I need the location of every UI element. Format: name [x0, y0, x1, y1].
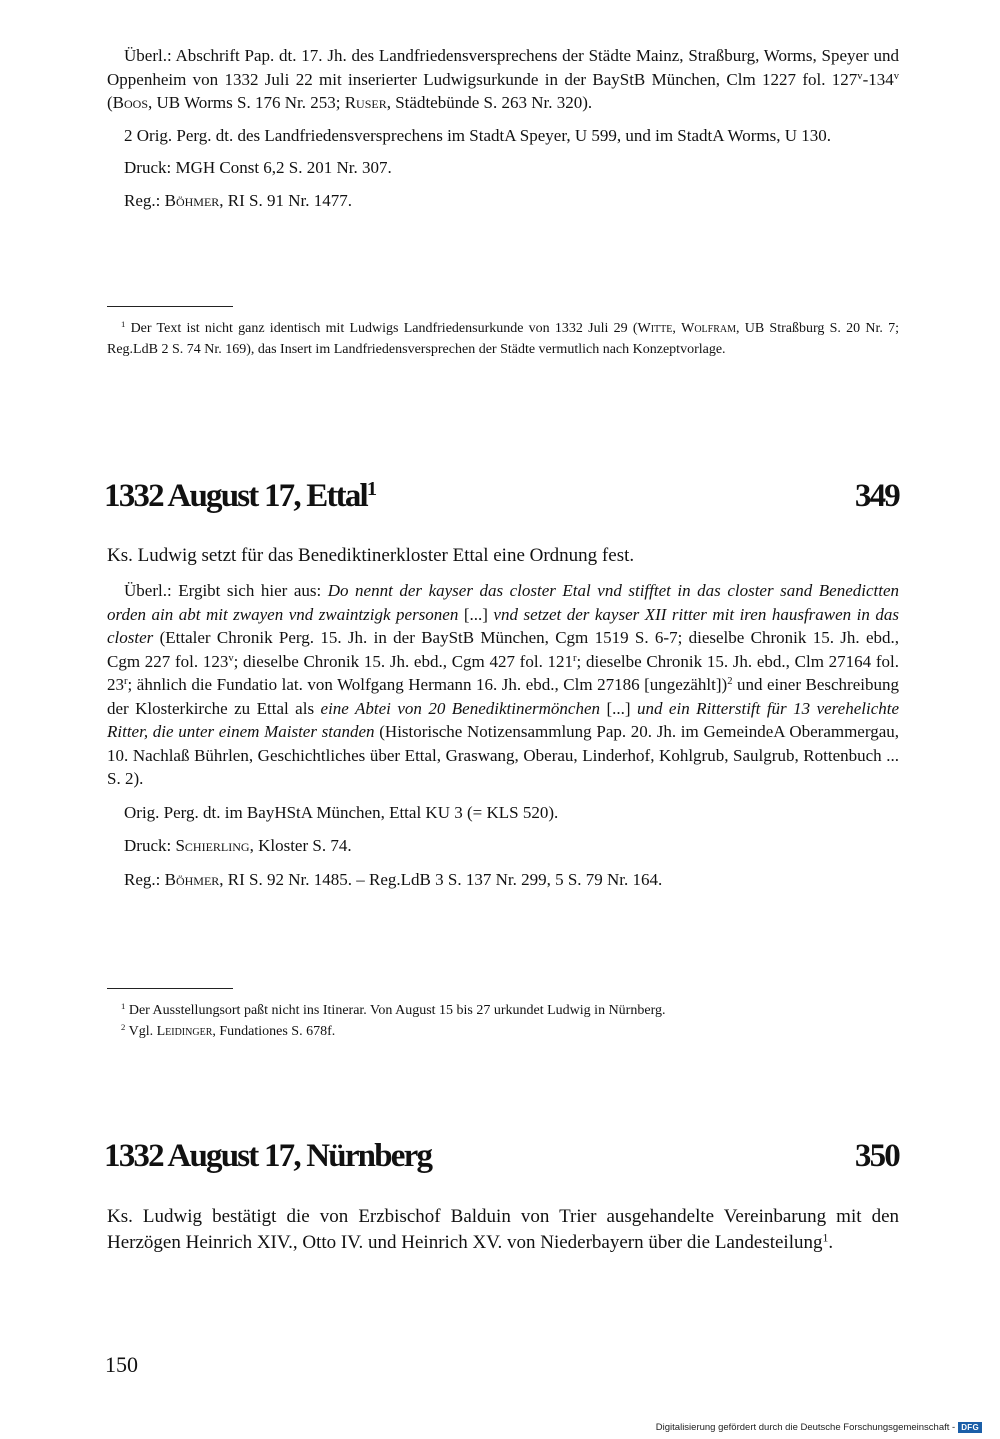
footnote-rule [107, 988, 233, 989]
funding-footer [656, 1422, 982, 1433]
footnote-2: $^2$ Vgl. Leidinger, Fundationes S. 678f. [121, 1022, 336, 1039]
footnote-1: $^1$ Der Text ist nicht ganz identisch mit Ludwigs Landfriedensurkunde von 1332 Juli 29 (Witte, Wolfram, UB Straßburg S. 20 Nr. 7; Reg.LdB 2 S. 74 Nr. 169), das Insert im Landfriedensversprechen der Städte vermutlich nach Konzeptvorlage. [107, 319, 899, 357]
footnote-rule [107, 306, 233, 307]
entry-number: 349 [854, 478, 899, 514]
entry-number: 350 [854, 1138, 899, 1174]
reg-line: Reg.: Böhmer, RI S. 92 Nr. 1485. – Reg.LdB 3 S. 137 Nr. 299, 5 S. 79 Nr. 164. [124, 869, 663, 889]
entry-summary: Ks. Ludwig setzt für das Benediktinerkloster Ettal eine Ordnung fest. [107, 545, 635, 566]
uberl-paragraph: Überl.: Ergibt sich hier aus: Do nennt der kayser das closter Etal vnd stifftet in das closter sand Benedictten orden ain abt mit zwayen vnd zwaintzigk personen [...] vnd setzet der kayser XII ritter mit iren hausfrawen in das closter (Ettaler Chronik Perg. 15. Jh. in der BayStB München, Cgm 1519 S. 6-7; dieselbe Chronik 15. Jh. ebd., Cgm 227 fol. 123$^v$; dieselbe Chronik 15. Jh. ebd., Cgm 427 fol. 121$^r$; dieselbe Chronik 15. Jh. ebd., Clm 27164 fol. 23$^r$; ähnlich die Fundatio lat. von Wolfgang Hermann 16. Jh. ebd., Clm 27186 [ungezählt])$^2$ und einer Beschreibung der Klosterkirche zu Ettal als eine Abtei von 20 Benediktinermönchen [...] und ein Ritterstift für 13 verehelichte Ritter, die unter einem Maister standen (Historische Notizensammlung Pap. 20. Jh. im GemeindeA Oberammergau, 10. Nachlaß Bührlen, Geschichtliches über Ettal, Graswang, Oberau, Linderhof, Kohlgrub, Saulgrub, Rottenbuch ... S. 2). [107, 581, 900, 788]
entry-350-heading [104, 1138, 899, 1175]
dfg-logo: DFG [958, 1422, 982, 1433]
footnotes-349 [107, 1000, 899, 1042]
entry-summary: Ks. Ludwig bestätigt die von Erzbischof Balduin von Trier ausgehandelte Vereinbarung mit den Herzögen Heinrich XIV., Otto IV. und Heinrich XV. von Niederbayern über die Landesteilung$^1$. [107, 1206, 899, 1253]
orig-line: Orig. Perg. dt. im BayHStA München, Ettal KU 3 (= KLS 520). [124, 802, 559, 822]
previous-entry-tail [107, 44, 899, 212]
druck-line: Druck: MGH Const 6,2 S. 201 Nr. 307. [124, 158, 392, 177]
entry-349-heading [104, 478, 899, 515]
entry-350-body [107, 1204, 899, 1256]
entry-349-body [107, 543, 899, 891]
entry-title: 1332 August 17, Nürnberg [104, 1138, 432, 1174]
footnote-1: $^1$ Der Ausstellungsort paßt nicht ins Itinerar. Von August 15 bis 27 urkundet Ludwig in Nürnberg. [121, 1001, 666, 1018]
entry-title: 1332 August 17, Ettal$^1$ [104, 477, 376, 514]
orig-paragraph: 2 Orig. Perg. dt. des Landfriedensversprechens im StadtA Speyer, U 599, und im StadtA Worms, U 130. [124, 125, 831, 145]
druck-line: Druck: Schierling, Kloster S. 74. [124, 836, 352, 855]
footnotes-top [107, 318, 899, 360]
footer-text: Digitalisierung gefördert durch die Deutsche Forschungsgemeinschaft - [655, 1422, 956, 1433]
page-number: 150 [105, 1352, 138, 1377]
reg-line: Reg.: Böhmer, RI S. 91 Nr. 1477. [124, 190, 353, 210]
uberl-paragraph: Überl.: Abschrift Pap. dt. 17. Jh. des Landfriedensversprechens der Städte Mainz, Straßburg, Worms, Speyer und Oppenheim von 1332 Juli 22 mit inserierter Ludwigsurkunde in der BayStB München, Clm 1227 fol. 127$^v$-134$^v$ (Boos, UB Worms S. 176 Nr. 253; Ruser, Städtebünde S. 263 Nr. 320). [107, 46, 899, 112]
